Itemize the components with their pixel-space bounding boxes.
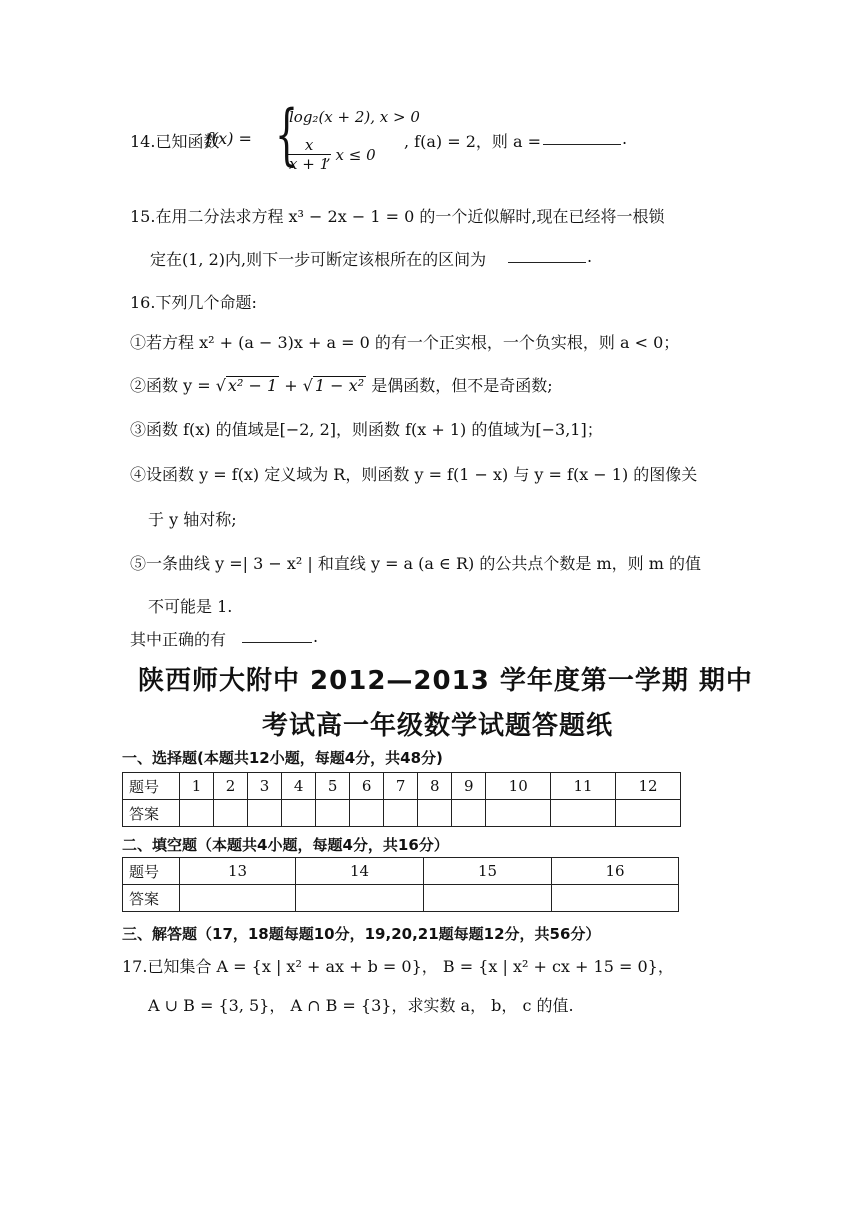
section-2-heading: 二、填空题（本题共4小题，每题4分，共16分） [122, 836, 449, 854]
q16-proposition-4-line1: ④设函数 y = f(x) 定义域为 R，则函数 y = f(1 − x) 与 y = f(x − 1) 的图像关 [130, 465, 698, 484]
q17-line1: 17.已知集合 A = {x | x² + ax + b = 0}， B = {x | x² + cx + 15 = 0}， [122, 957, 674, 976]
q16-p2-suffix: 是偶函数，但不是奇函数; [366, 376, 553, 395]
q14-end: . [622, 129, 628, 148]
q14-fraction-denominator: x + 1 [289, 155, 330, 173]
q16-proposition-4-line2: 于 y 轴对称; [148, 510, 237, 529]
question-number: 15 [424, 858, 552, 885]
answer-cell[interactable] [350, 800, 384, 827]
answer-cell[interactable] [452, 800, 486, 827]
table-row [123, 885, 679, 912]
piecewise-brace: { [275, 96, 299, 173]
answer-cell[interactable] [616, 800, 681, 827]
question-number: 9 [452, 773, 486, 800]
question-number: 12 [616, 773, 681, 800]
answer-cell[interactable] [418, 800, 452, 827]
question-number: 13 [180, 858, 296, 885]
question-number: 11 [551, 773, 616, 800]
table-row [123, 800, 681, 827]
q16-answer-blank[interactable] [242, 628, 312, 643]
q14-case1: log₂(x + 2), x > 0 [289, 108, 420, 126]
q16-p2-root2: 1 − x² [314, 376, 365, 395]
answer-cell[interactable] [248, 800, 282, 827]
q16-proposition-5-line2: 不可能是 1. [148, 597, 233, 616]
answer-cell[interactable] [214, 800, 248, 827]
answer-cell[interactable] [384, 800, 418, 827]
question-number: 5 [316, 773, 350, 800]
q15-answer-blank[interactable] [508, 248, 586, 263]
answer-cell[interactable] [486, 800, 551, 827]
q16-end: . [313, 627, 319, 646]
question-number: 3 [248, 773, 282, 800]
answer-sheet-title-line2: 考试高一年级数学试题答题纸 [262, 711, 614, 741]
table-row [123, 858, 679, 885]
answer-label: 答案 [123, 885, 180, 912]
q17-line2: A ∪ B = {3, 5}， A ∩ B = {3}，求实数 a， b， c 的值. [148, 996, 574, 1015]
answer-cell[interactable] [282, 800, 316, 827]
question-number: 6 [350, 773, 384, 800]
question-number: 2 [214, 773, 248, 800]
question-number-label: 题号 [123, 773, 180, 800]
answer-cell[interactable] [552, 885, 679, 912]
answer-cell[interactable] [424, 885, 552, 912]
answer-cell[interactable] [180, 885, 296, 912]
answer-cell[interactable] [296, 885, 424, 912]
q16-proposition-1: ①若方程 x² + (a − 3)x + a = 0 的有一个正实根，一个负实根，则 a < 0； [130, 333, 680, 352]
q14-fraction [287, 136, 331, 173]
q16-intro: 16.下列几个命题: [130, 293, 257, 312]
question-number: 1 [180, 773, 214, 800]
q15-line1: 15.在用二分法求方程 x³ − 2x − 1 = 0 的一个近似解时,现在已经将一根锁 [130, 207, 665, 226]
question-number: 4 [282, 773, 316, 800]
answer-cell[interactable] [180, 800, 214, 827]
answer-sheet-title-line1: 陕西师大附中 2012—2013 学年度第一学期 期中 [138, 666, 753, 696]
question-number: 14 [296, 858, 424, 885]
question-number: 16 [552, 858, 679, 885]
q15-line2: 定在(1, 2)内,则下一步可断定该根所在的区间为 [150, 250, 487, 269]
fill-in-answer-table [122, 857, 679, 912]
answer-cell[interactable] [316, 800, 350, 827]
q16-correct-label: 其中正确的有 [130, 630, 227, 649]
q14-answer-blank[interactable] [543, 130, 621, 145]
q16-p2-plus: + [279, 376, 303, 395]
q16-proposition-5-line1: ⑤一条曲线 y =| 3 − x² | 和直线 y = a (a ∈ R) 的公共点个数是 m，则 m 的值 [130, 554, 701, 573]
q14-fraction-numerator: x [287, 136, 331, 155]
question-number: 8 [418, 773, 452, 800]
q16-proposition-3: ③函数 f(x) 的值域是[−2, 2]，则函数 f(x + 1) 的值域为[−3,1]； [130, 420, 603, 439]
q16-p2-prefix: ②函数 y = [130, 376, 216, 395]
question-number: 7 [384, 773, 418, 800]
q15-end: . [587, 247, 593, 266]
answer-cell[interactable] [551, 800, 616, 827]
q14-prefix: 14.已知函数 [130, 132, 220, 151]
answer-label: 答案 [123, 800, 180, 827]
section-1-heading: 一、选择题(本题共12小题，每题4分，共48分) [122, 749, 443, 767]
question-number: 10 [486, 773, 551, 800]
section-3-heading: 三、解答题（17，18题每题10分，19,20,21题每题12分，共56分） [122, 925, 601, 943]
q14-condition: , f(a) = 2，则 a = [404, 132, 541, 151]
question-number-label: 题号 [123, 858, 180, 885]
table-row [123, 773, 681, 800]
q14-case2-condition: , x ≤ 0 [326, 146, 376, 164]
multiple-choice-answer-table [122, 772, 681, 827]
q16-proposition-2: ②函数 y = √ x² − 1 + √ 1 − x² 是偶函数，但不是奇函数; [130, 376, 553, 395]
q14-function: f(x) = [206, 129, 252, 148]
q16-p2-root1: x² − 1 [227, 376, 278, 395]
